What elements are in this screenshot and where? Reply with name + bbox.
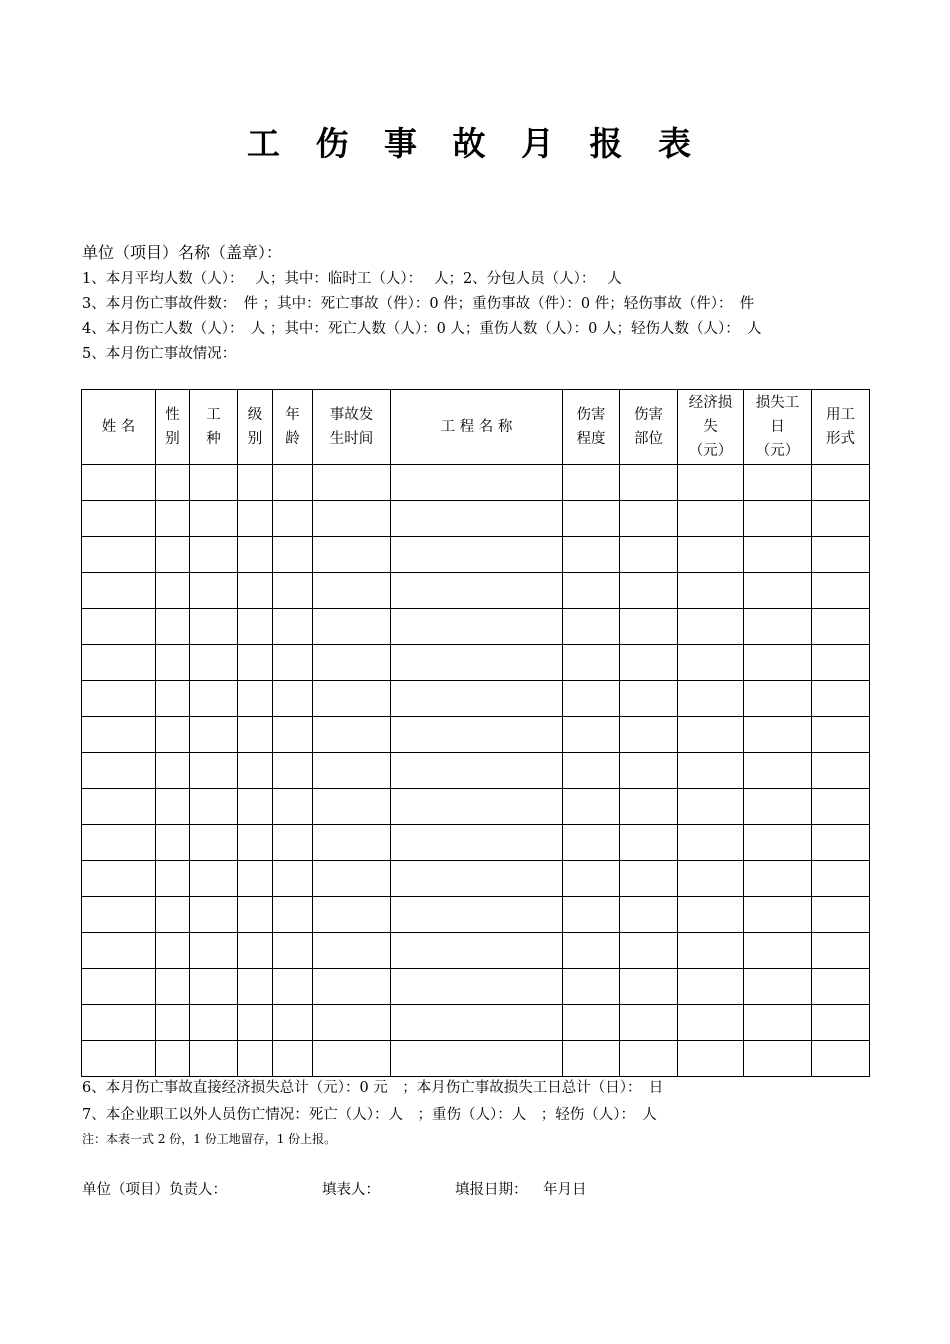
table-cell[interactable] — [812, 609, 870, 645]
table-cell[interactable] — [156, 501, 190, 537]
table-cell[interactable] — [82, 501, 156, 537]
table-cell[interactable] — [238, 933, 273, 969]
table-cell[interactable] — [273, 753, 313, 789]
table-cell[interactable] — [156, 645, 190, 681]
table-cell[interactable] — [313, 681, 391, 717]
table-cell[interactable] — [238, 609, 273, 645]
table-cell[interactable] — [563, 717, 620, 753]
table-cell[interactable] — [812, 933, 870, 969]
table-cell[interactable] — [812, 717, 870, 753]
table-cell[interactable] — [273, 681, 313, 717]
table-cell[interactable] — [391, 789, 563, 825]
table-row — [82, 753, 870, 789]
table-cell[interactable] — [563, 645, 620, 681]
table-cell[interactable] — [313, 1005, 391, 1041]
column-header-text: 别 — [247, 431, 263, 447]
column-header-text: 损失工 — [755, 395, 800, 411]
table-cell[interactable] — [190, 573, 238, 609]
column-header-text: 形式 — [826, 431, 855, 447]
table-cell[interactable] — [238, 825, 273, 861]
table-cell[interactable] — [563, 933, 620, 969]
column-header — [391, 390, 563, 465]
table-row — [82, 933, 870, 969]
table-cell[interactable] — [812, 825, 870, 861]
column-header-text: 失 — [703, 419, 718, 435]
table-cell[interactable] — [273, 1041, 313, 1077]
table-cell[interactable] — [563, 465, 620, 501]
table-cell[interactable] — [620, 753, 678, 789]
table-cell[interactable] — [391, 1041, 563, 1077]
table-cell[interactable] — [744, 933, 812, 969]
table-row — [82, 465, 870, 501]
table-row — [82, 537, 870, 573]
column-header — [273, 390, 313, 465]
column-header-text: （元） — [688, 443, 733, 459]
table-cell[interactable] — [273, 1005, 313, 1041]
table-cell[interactable] — [391, 609, 563, 645]
table-cell[interactable] — [156, 1041, 190, 1077]
table-cell[interactable] — [563, 681, 620, 717]
table-cell[interactable] — [82, 969, 156, 1005]
table-cell[interactable] — [273, 825, 313, 861]
table-cell[interactable] — [391, 501, 563, 537]
column-header-text: 部位 — [634, 431, 663, 447]
table-cell[interactable] — [238, 861, 273, 897]
table-cell[interactable] — [812, 537, 870, 573]
table-cell[interactable] — [190, 501, 238, 537]
table-cell[interactable] — [273, 465, 313, 501]
table-cell[interactable] — [620, 537, 678, 573]
table-cell[interactable] — [273, 969, 313, 1005]
table-cell[interactable] — [190, 825, 238, 861]
table-cell[interactable] — [313, 969, 391, 1005]
table-row — [82, 825, 870, 861]
table-cell[interactable] — [678, 645, 744, 681]
column-header-text: 工 程 名 称 — [440, 419, 513, 435]
table-cell[interactable] — [156, 537, 190, 573]
table-cell[interactable] — [563, 573, 620, 609]
table-row — [82, 861, 870, 897]
table-cell[interactable] — [391, 825, 563, 861]
table-cell[interactable] — [744, 969, 812, 1005]
table-cell[interactable] — [391, 717, 563, 753]
table-cell[interactable] — [678, 681, 744, 717]
table-cell[interactable] — [273, 537, 313, 573]
table-cell[interactable] — [678, 897, 744, 933]
table-cell[interactable] — [391, 897, 563, 933]
table-row — [82, 681, 870, 717]
table-cell[interactable] — [812, 1005, 870, 1041]
table-cell[interactable] — [82, 1005, 156, 1041]
accident-count-line: 3、本月伤亡事故件数： 件 ；其中：死亡事故（件）：0 件；重伤事故（件）：0 件；轻伤事故（件）： 件 — [82, 296, 755, 312]
table-cell[interactable] — [563, 1005, 620, 1041]
table-cell[interactable] — [391, 933, 563, 969]
table-cell[interactable] — [313, 465, 391, 501]
table-cell[interactable] — [82, 537, 156, 573]
table-cell[interactable] — [744, 681, 812, 717]
column-header — [156, 390, 190, 465]
table-cell[interactable] — [744, 465, 812, 501]
table-cell[interactable] — [190, 861, 238, 897]
table-cell[interactable] — [563, 1041, 620, 1077]
table-cell[interactable] — [238, 789, 273, 825]
column-header-text: 生时间 — [329, 431, 374, 447]
table-cell[interactable] — [620, 897, 678, 933]
table-cell[interactable] — [563, 789, 620, 825]
table-cell[interactable] — [744, 501, 812, 537]
table-cell[interactable] — [744, 861, 812, 897]
column-header-text: 工 — [206, 407, 221, 423]
table-cell[interactable] — [563, 537, 620, 573]
table-cell[interactable] — [678, 861, 744, 897]
table-cell[interactable] — [156, 933, 190, 969]
table-cell[interactable] — [620, 1005, 678, 1041]
column-header-text: 日 — [770, 419, 785, 435]
column-header-text: 种 — [206, 431, 221, 447]
table-cell[interactable] — [313, 753, 391, 789]
column-header-text: 姓 名 — [101, 419, 136, 435]
table-cell[interactable] — [812, 789, 870, 825]
accident-details-heading: 5、本月伤亡事故情况： — [82, 346, 237, 362]
column-header — [620, 390, 678, 465]
average-headcount-line: 1、本月平均人数（人）： 人；其中：临时工（人）： 人；2、分包人员（人）： 人 — [82, 271, 622, 287]
column-header — [563, 390, 620, 465]
responsible-person-label: 单位（项目）负责人： — [82, 1182, 227, 1198]
table-row — [82, 501, 870, 537]
table-cell[interactable] — [82, 753, 156, 789]
table-cell[interactable] — [678, 1005, 744, 1041]
table-cell[interactable] — [678, 789, 744, 825]
table-cell[interactable] — [678, 969, 744, 1005]
column-header — [82, 390, 156, 465]
table-cell[interactable] — [812, 969, 870, 1005]
table-cell[interactable] — [678, 465, 744, 501]
column-header-text: 经济损 — [688, 395, 733, 411]
table-cell[interactable] — [82, 825, 156, 861]
table-cell[interactable] — [313, 933, 391, 969]
table-cell[interactable] — [812, 681, 870, 717]
table-cell[interactable] — [563, 897, 620, 933]
fill-date-label: 填报日期： — [455, 1182, 528, 1198]
page-title: 工 伤 事 故 月 报 表 — [247, 124, 703, 163]
table-cell[interactable] — [391, 681, 563, 717]
table-cell[interactable] — [812, 861, 870, 897]
table-row — [82, 1005, 870, 1041]
column-header-text: 程度 — [576, 431, 606, 447]
table-cell[interactable] — [156, 969, 190, 1005]
table-cell[interactable] — [391, 1005, 563, 1041]
table-cell[interactable] — [238, 501, 273, 537]
table-cell[interactable] — [313, 717, 391, 753]
table-row — [82, 897, 870, 933]
column-header-text: 年 — [285, 407, 300, 423]
table-cell[interactable] — [82, 897, 156, 933]
table-cell[interactable] — [190, 645, 238, 681]
column-header — [678, 390, 744, 465]
table-cell[interactable] — [273, 789, 313, 825]
table-cell[interactable] — [190, 933, 238, 969]
table-cell[interactable] — [563, 861, 620, 897]
table-cell[interactable] — [313, 825, 391, 861]
table-cell[interactable] — [190, 681, 238, 717]
table-cell[interactable] — [744, 645, 812, 681]
table-cell[interactable] — [620, 1041, 678, 1077]
table-cell[interactable] — [156, 717, 190, 753]
table-cell[interactable] — [678, 1041, 744, 1077]
table-cell[interactable] — [744, 609, 812, 645]
table-cell[interactable] — [744, 573, 812, 609]
table-cell[interactable] — [82, 465, 156, 501]
table-cell[interactable] — [273, 609, 313, 645]
table-cell[interactable] — [82, 645, 156, 681]
table-cell[interactable] — [313, 537, 391, 573]
table-cell[interactable] — [812, 897, 870, 933]
table-cell[interactable] — [190, 465, 238, 501]
table-cell[interactable] — [82, 861, 156, 897]
table-header-row — [82, 390, 870, 465]
table-cell[interactable] — [190, 1005, 238, 1041]
table-cell[interactable] — [744, 537, 812, 573]
table-cell[interactable] — [812, 501, 870, 537]
accident-table — [81, 389, 870, 1077]
table-cell[interactable] — [156, 825, 190, 861]
table-cell[interactable] — [620, 717, 678, 753]
table-cell[interactable] — [313, 789, 391, 825]
table-cell[interactable] — [678, 753, 744, 789]
table-cell[interactable] — [238, 969, 273, 1005]
table-cell[interactable] — [678, 717, 744, 753]
table-row — [82, 609, 870, 645]
table-cell[interactable] — [744, 1005, 812, 1041]
table-cell[interactable] — [678, 573, 744, 609]
table-cell[interactable] — [313, 501, 391, 537]
table-cell[interactable] — [238, 1041, 273, 1077]
table-cell[interactable] — [313, 897, 391, 933]
non-employee-casualty-line: 7、本企业职工以外人员伤亡情况：死亡（人）：人 ；重伤（人）：人 ；轻伤（人）： 人 — [82, 1107, 657, 1123]
table-cell[interactable] — [744, 825, 812, 861]
table-cell[interactable] — [620, 969, 678, 1005]
note-text: 注：本表一式 2 份，1 份工地留存，1 份上报。 — [82, 1132, 337, 1146]
table-cell[interactable] — [744, 897, 812, 933]
table-cell[interactable] — [620, 645, 678, 681]
table-cell[interactable] — [82, 681, 156, 717]
loss-summary-line: 6、本月伤亡事故直接经济损失总计（元）：0 元 ；本月伤亡事故损失工日总计（日）： 日 — [82, 1080, 664, 1096]
table-cell[interactable] — [313, 573, 391, 609]
table-cell[interactable] — [82, 573, 156, 609]
table-cell[interactable] — [313, 1041, 391, 1077]
column-header-text: 级 — [247, 407, 263, 423]
table-cell[interactable] — [391, 573, 563, 609]
table-cell[interactable] — [156, 753, 190, 789]
table-cell[interactable] — [812, 573, 870, 609]
table-cell[interactable] — [190, 1041, 238, 1077]
table-cell[interactable] — [273, 501, 313, 537]
table-cell[interactable] — [273, 717, 313, 753]
table-cell[interactable] — [82, 1041, 156, 1077]
table-row — [82, 1041, 870, 1077]
table-cell[interactable] — [156, 681, 190, 717]
table-cell[interactable] — [82, 789, 156, 825]
column-header — [190, 390, 238, 465]
table-cell[interactable] — [678, 825, 744, 861]
table-cell[interactable] — [620, 501, 678, 537]
table-cell[interactable] — [82, 717, 156, 753]
table-row — [82, 645, 870, 681]
table-cell[interactable] — [190, 609, 238, 645]
table-cell[interactable] — [391, 537, 563, 573]
table-cell[interactable] — [620, 609, 678, 645]
table-cell[interactable] — [812, 1041, 870, 1077]
column-header — [238, 390, 273, 465]
table-cell[interactable] — [812, 645, 870, 681]
table-cell[interactable] — [620, 825, 678, 861]
table-cell[interactable] — [313, 645, 391, 681]
table-cell[interactable] — [563, 501, 620, 537]
table-cell[interactable] — [190, 537, 238, 573]
table-cell[interactable] — [620, 681, 678, 717]
table-cell[interactable] — [391, 969, 563, 1005]
filler-label: 填表人： — [322, 1182, 380, 1198]
table-cell[interactable] — [82, 609, 156, 645]
table-row — [82, 717, 870, 753]
table-cell[interactable] — [156, 609, 190, 645]
table-cell[interactable] — [273, 933, 313, 969]
fill-date-value: 年月日 — [543, 1182, 587, 1198]
table-cell[interactable] — [273, 573, 313, 609]
table-cell[interactable] — [156, 573, 190, 609]
table-cell[interactable] — [563, 609, 620, 645]
column-header — [744, 390, 812, 465]
table-cell[interactable] — [744, 1041, 812, 1077]
table-cell[interactable] — [273, 861, 313, 897]
table-cell[interactable] — [812, 753, 870, 789]
table-cell[interactable] — [744, 753, 812, 789]
column-header-text: 用工 — [826, 407, 855, 423]
table-cell[interactable] — [156, 1005, 190, 1041]
table-cell[interactable] — [273, 897, 313, 933]
table-cell[interactable] — [238, 573, 273, 609]
table-cell[interactable] — [563, 753, 620, 789]
table-cell[interactable] — [156, 897, 190, 933]
table-cell[interactable] — [620, 789, 678, 825]
casualty-count-line: 4、本月伤亡人数（人）： 人 ；其中：死亡人数（人）：0 人；重伤人数（人）：0 人；轻伤人数（人）： 人 — [82, 321, 762, 337]
column-header — [812, 390, 870, 465]
table-cell[interactable] — [238, 645, 273, 681]
table-cell[interactable] — [678, 501, 744, 537]
column-header-text: 龄 — [285, 431, 300, 447]
table-cell[interactable] — [190, 789, 238, 825]
table-cell[interactable] — [238, 681, 273, 717]
table-cell[interactable] — [563, 969, 620, 1005]
table-cell[interactable] — [620, 861, 678, 897]
table-cell[interactable] — [156, 861, 190, 897]
table-cell[interactable] — [156, 789, 190, 825]
table-cell[interactable] — [156, 465, 190, 501]
table-cell[interactable] — [620, 933, 678, 969]
table-cell[interactable] — [391, 465, 563, 501]
column-header-text: 别 — [165, 431, 180, 447]
column-header-text: （元） — [755, 443, 800, 459]
table-cell[interactable] — [391, 645, 563, 681]
unit-name-line: 单位（项目）名称（盖章）： — [82, 243, 283, 262]
table-cell[interactable] — [678, 537, 744, 573]
table-cell[interactable] — [238, 465, 273, 501]
table-cell[interactable] — [620, 573, 678, 609]
table-cell[interactable] — [391, 753, 563, 789]
table-cell[interactable] — [190, 717, 238, 753]
table-row — [82, 969, 870, 1005]
table-cell[interactable] — [744, 789, 812, 825]
column-header-text: 伤害 — [634, 407, 663, 423]
table-cell[interactable] — [82, 933, 156, 969]
table-cell[interactable] — [238, 717, 273, 753]
table-cell[interactable] — [678, 609, 744, 645]
table-cell[interactable] — [190, 753, 238, 789]
table-cell[interactable] — [313, 861, 391, 897]
table-cell[interactable] — [238, 537, 273, 573]
column-header-text: 伤害 — [576, 407, 606, 423]
table-cell[interactable] — [190, 969, 238, 1005]
table-cell[interactable] — [812, 465, 870, 501]
table-cell[interactable] — [238, 1005, 273, 1041]
table-cell[interactable] — [238, 753, 273, 789]
table-cell[interactable] — [190, 897, 238, 933]
column-header-text: 性 — [165, 407, 180, 423]
table-cell[interactable] — [313, 609, 391, 645]
table-cell[interactable] — [563, 825, 620, 861]
table-row — [82, 573, 870, 609]
column-header-text: 事故发 — [329, 407, 374, 423]
table-cell[interactable] — [391, 861, 563, 897]
table-cell[interactable] — [678, 933, 744, 969]
table-cell[interactable] — [238, 897, 273, 933]
table-cell[interactable] — [273, 645, 313, 681]
column-header — [313, 390, 391, 465]
table-cell[interactable] — [744, 717, 812, 753]
table-cell[interactable] — [620, 465, 678, 501]
table-row — [82, 789, 870, 825]
